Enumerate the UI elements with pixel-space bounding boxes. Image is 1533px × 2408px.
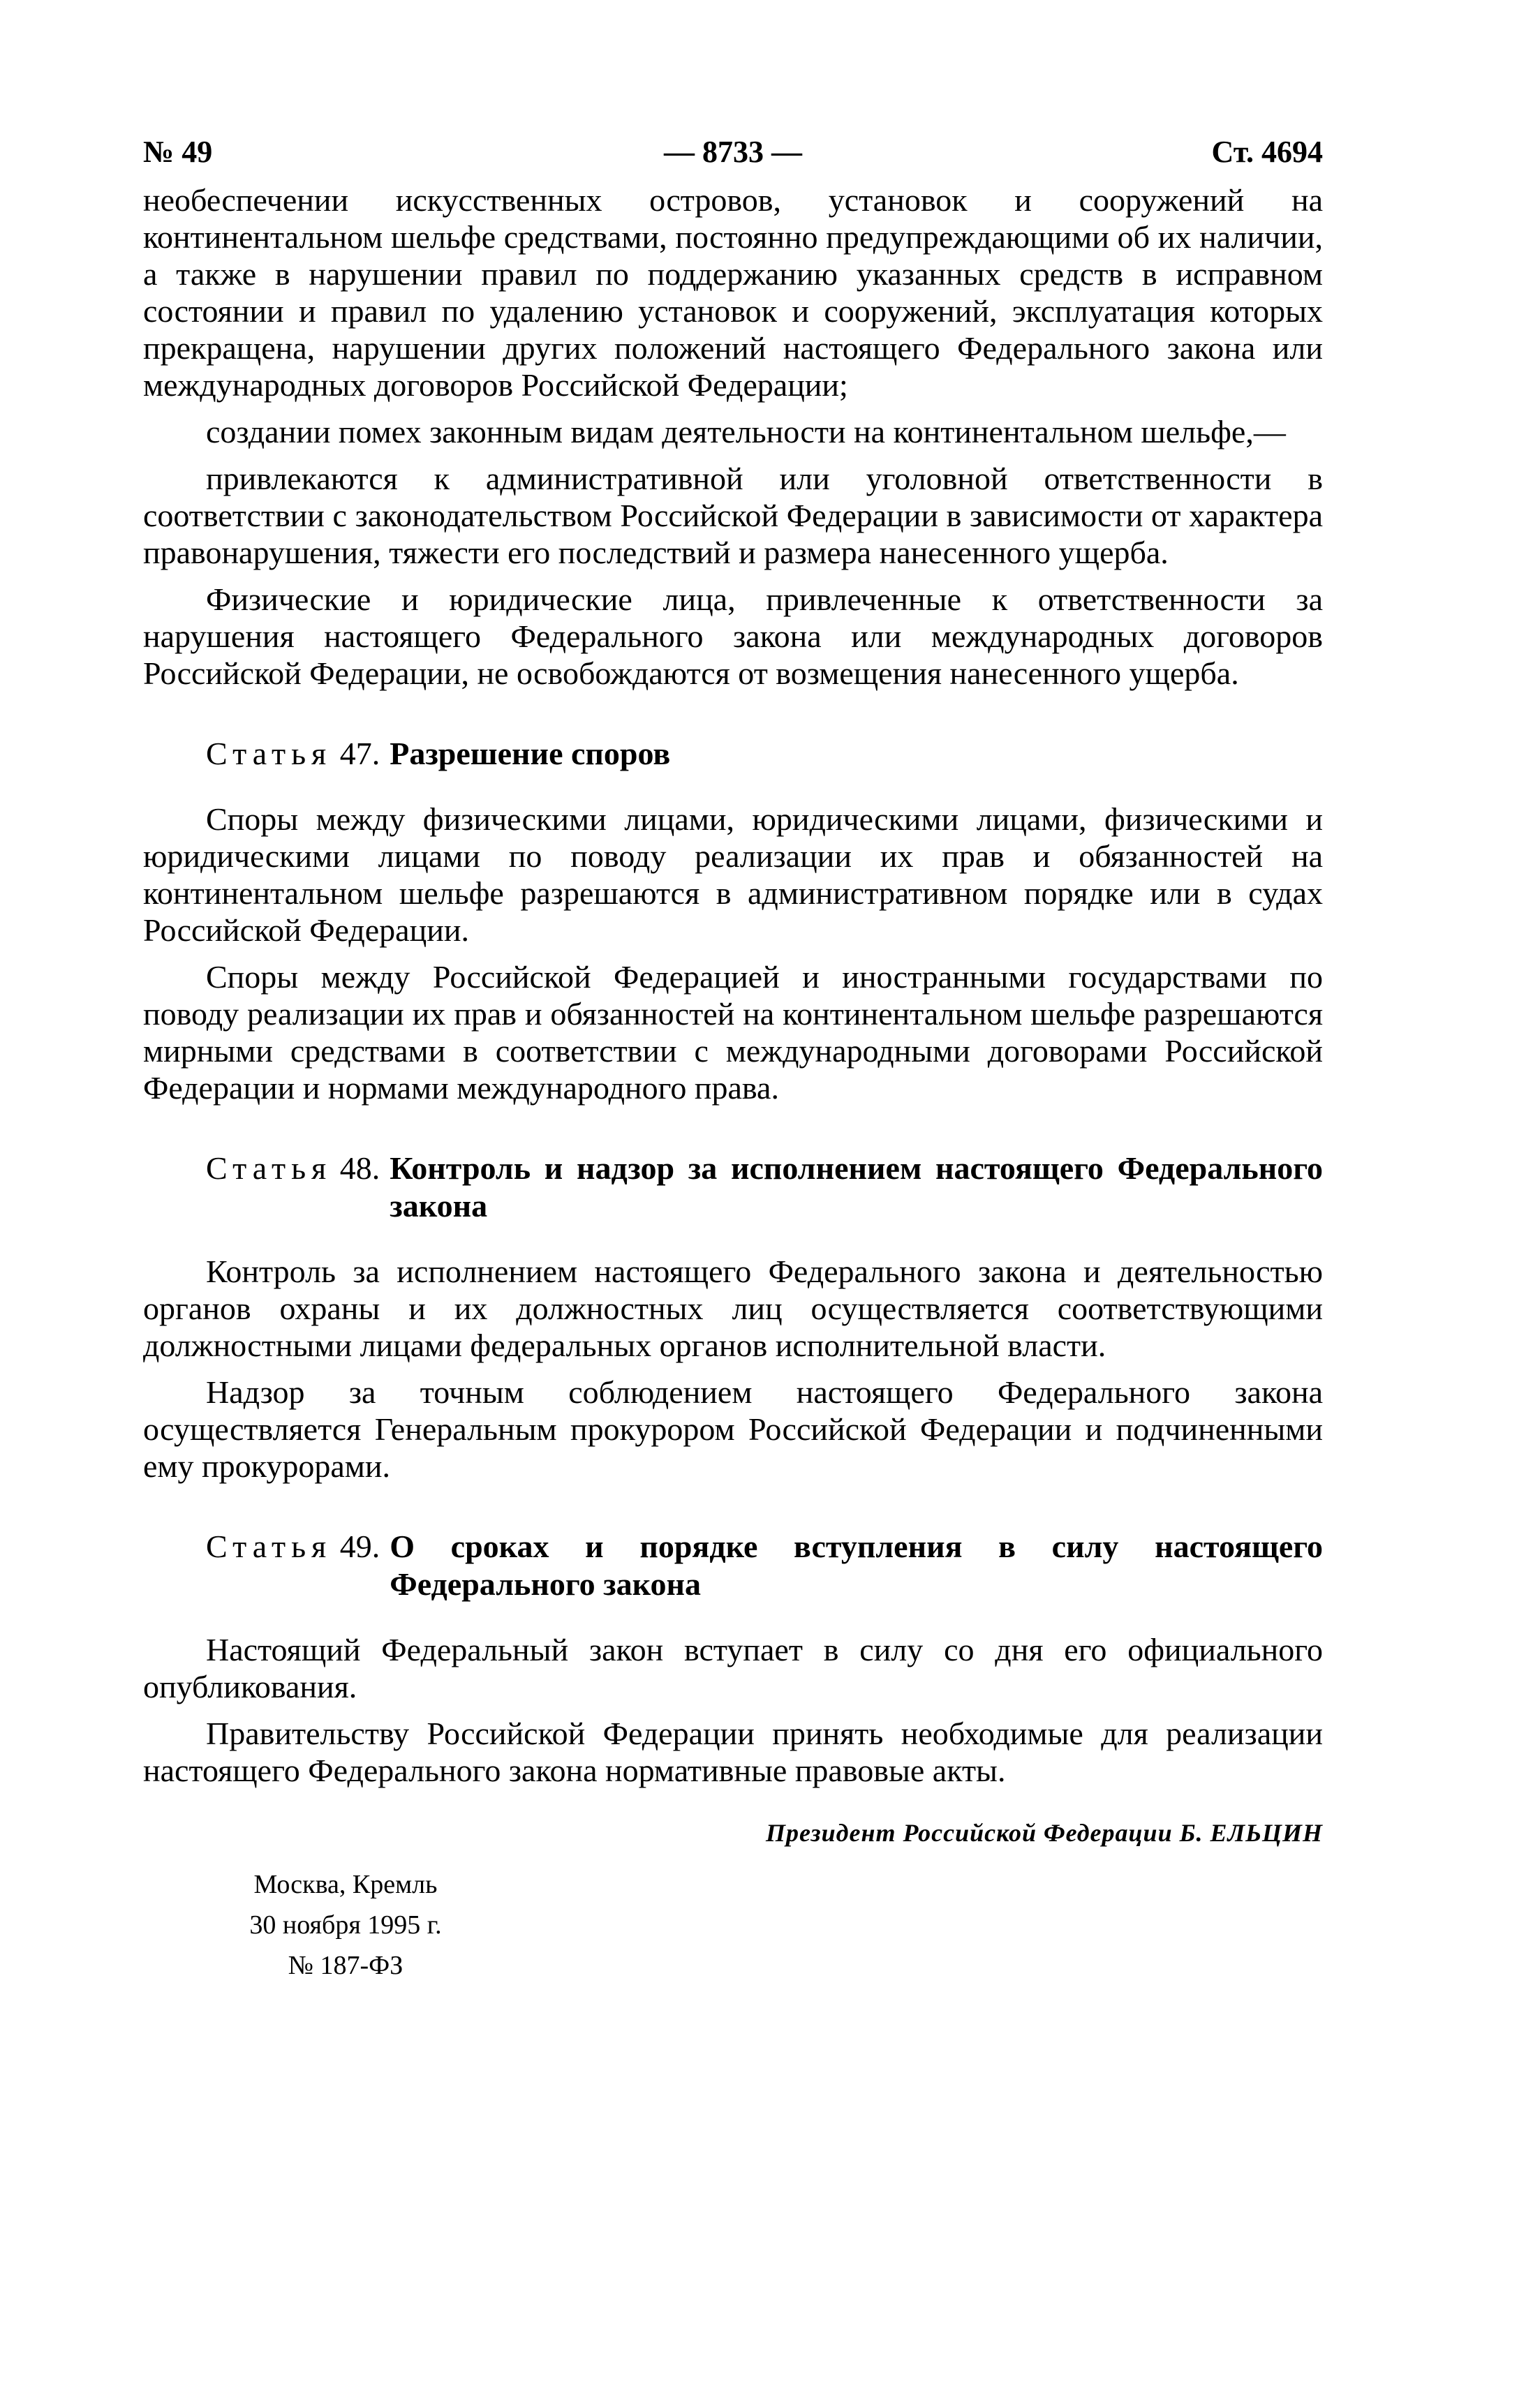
article-label — [143, 1528, 380, 1603]
page-header — [143, 126, 1323, 181]
article-number: 48. — [339, 1150, 380, 1186]
intro-paragraph: привлекаются к административной или уголовной ответственности в соответствии с законодательством Российской Федерации в зависимости от характера правонарушения, тяжести его последствий и размера нанесенного ущерба. — [143, 461, 1323, 570]
page-number: — 8733 — — [664, 135, 802, 169]
article-heading — [143, 735, 1323, 773]
article-number: 47. — [339, 736, 380, 771]
law-number: № 187-ФЗ — [288, 1951, 403, 1980]
signing-place-block — [213, 1864, 478, 1986]
article-number: 49. — [339, 1529, 380, 1564]
article-title: О сроках и порядке вступления в силу настоящего Федерального закона — [390, 1529, 1323, 1602]
article-heading — [143, 1150, 1323, 1225]
article-title: Разрешение споров — [390, 736, 671, 771]
intro-paragraph: создании помех законным видам деятельности на континентальном шельфе,— — [206, 414, 1286, 449]
article-word: Статья — [206, 1529, 332, 1564]
article-title: Контроль и надзор за исполнением настоящего Федерального закона — [390, 1150, 1323, 1224]
article-word: Статья — [206, 1150, 332, 1186]
article-label — [143, 1150, 380, 1225]
article-heading — [143, 1528, 1323, 1603]
intro-paragraph: необеспечении искусственных островов, установок и сооружений на континентальном шельфе средствами, постоянно предупреждающими об их наличии, а также в нарушении правил по поддержанию указанных средств в исправном состоянии и правил по удалению установок и сооружений, эксплуатация которых прекращена, нарушении других положений настоящего Федерального закона или международных договоров Российской Федерации; — [143, 182, 1323, 403]
article-reference: Ст. 4694 — [1211, 135, 1323, 169]
article-paragraph: Правительству Российской Федерации принять необходимые для реализации настоящего Федерального закона нормативные правовые акты. — [143, 1716, 1323, 1788]
article-paragraph: Контроль за исполнением настоящего Федерального закона и деятельностью органов охраны и их должностных лиц осуществляется соответствующими должностными лицами федеральных органов исполнительной власти. — [143, 1254, 1323, 1363]
article-paragraph: Споры между физическими лицами, юридическими лицами, физическими и юридическими лицами по поводу реализации их прав и обязанностей на континентальном шельфе разрешаются в административном порядке или в судах Российской Федерации. — [143, 801, 1323, 948]
intro-paragraph: Физические и юридические лица, привлеченные к ответственности за нарушения настоящего Федерального закона или международных договоров Российской Федерации, не освобождаются от возмещения нанесенного ущерба. — [143, 581, 1323, 691]
president-signature: Президент Российской Федерации Б. ЕЛЬЦИН — [766, 1819, 1323, 1847]
intro-section — [143, 181, 1323, 692]
signing-date: 30 ноября 1995 г. — [249, 1910, 442, 1940]
article-label — [143, 735, 380, 773]
issue-number: № 49 — [143, 135, 213, 169]
article-49 — [143, 1528, 1323, 1789]
article-47 — [143, 735, 1323, 1106]
article-paragraph: Споры между Российской Федерацией и иностранными государствами по поводу реализации их прав и обязанностей на континентальном шельфе разрешаются мирными средствами в соответствии с международными договорами Российской Федерации и нормами международного права. — [143, 959, 1323, 1106]
article-48 — [143, 1150, 1323, 1485]
article-paragraph: Настоящий Федеральный закон вступает в силу со дня его официального опубликования. — [143, 1632, 1323, 1704]
signing-place: Москва, Кремль — [253, 1870, 438, 1899]
article-paragraph: Надзор за точным соблюдением настоящего Федерального закона осуществляется Генеральным прокурором Российской Федерации и подчиненными ему прокурорами. — [143, 1374, 1323, 1484]
document-page — [143, 126, 1323, 1986]
article-word: Статья — [206, 736, 332, 771]
